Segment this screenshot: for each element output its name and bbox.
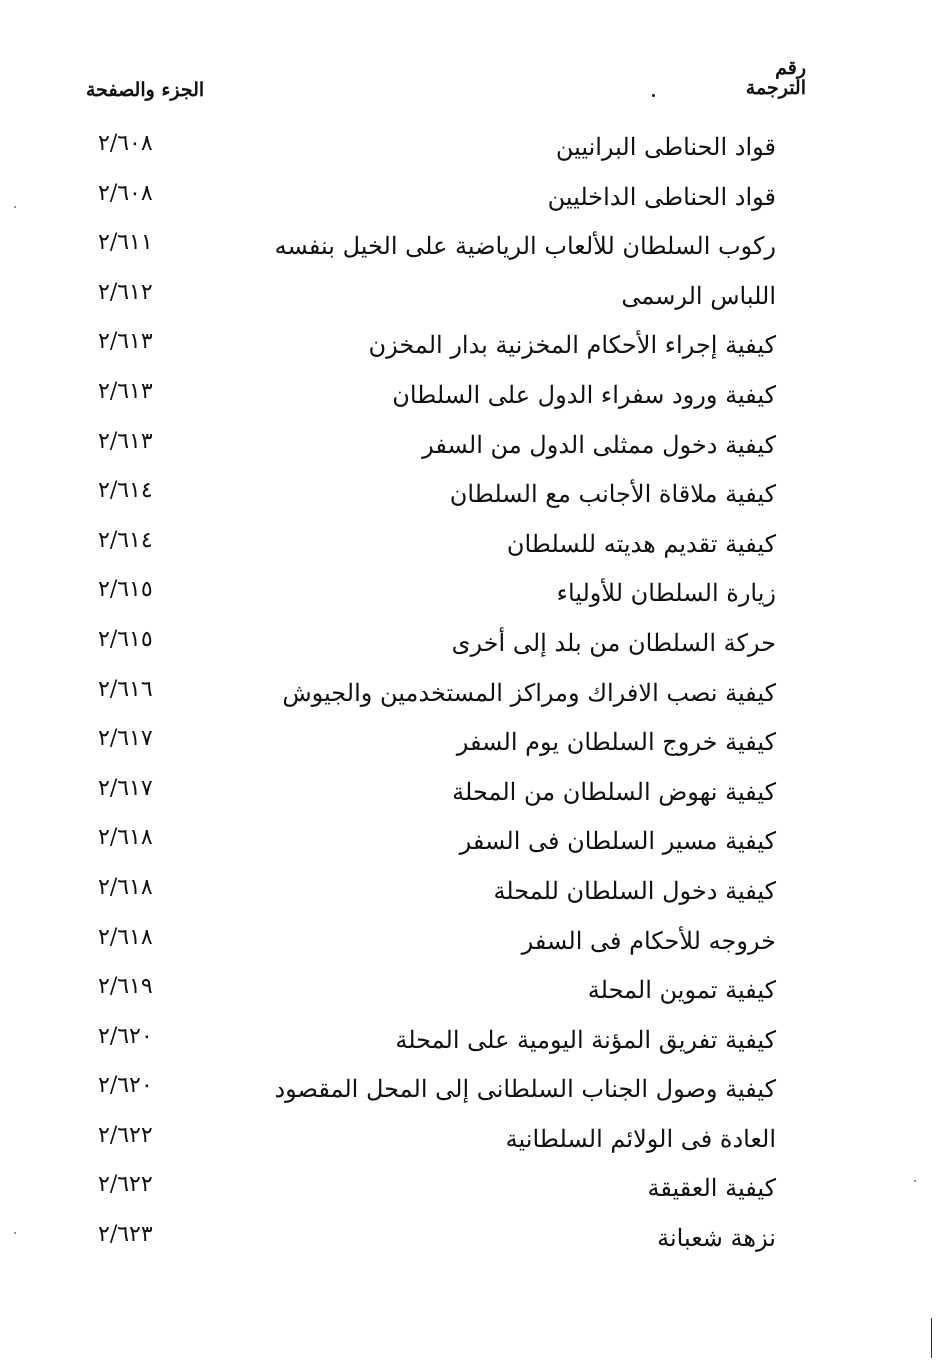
- entry-title: كيفية تفريق المؤنة اليومية على المحلة: [395, 1025, 776, 1054]
- index-entry: [0, 1165, 938, 1215]
- volume-page-header: الجزء والصفحة: [86, 79, 205, 101]
- page-edge-line: [931, 1318, 932, 1358]
- entry-number-header-line2: الترجمة: [745, 77, 806, 99]
- entry-title: كيفية ملاقاة الأجانب مع السلطان: [449, 480, 776, 509]
- entry-number-header: [746, 58, 806, 98]
- entry-volume-page: ٢/٦١٢: [98, 279, 153, 305]
- index-entry: [0, 521, 938, 571]
- entry-volume-page: ٢/٦١٧: [98, 726, 153, 752]
- entry-volume-page: ٢/٦٢٣: [98, 1222, 153, 1248]
- entry-title: كيفية إجراء الأحكام المخزنية بدار المخزن: [368, 331, 776, 360]
- entry-volume-page: ٢/٦٢٢: [98, 1122, 153, 1148]
- entry-title: العادة فى الولائم السلطانية: [505, 1124, 776, 1153]
- paper-speck: [14, 1232, 16, 1234]
- entry-title: كيفية دخول السلطان للمحلة: [493, 876, 776, 905]
- entry-volume-page: ٢/٦١٨: [98, 874, 153, 900]
- index-entry: [0, 223, 938, 273]
- index-entry: [0, 273, 938, 323]
- index-entry: [0, 670, 938, 720]
- entry-title: ركوب السلطان للألعاب الرياضية على الخيل بنفسه: [274, 232, 776, 261]
- entry-title: كيفية مسير السلطان فى السفر: [459, 827, 776, 856]
- index-entry: [0, 769, 938, 819]
- entry-volume-page: ٢/٦١٤: [98, 478, 153, 504]
- entry-title: كيفية تقديم هديته للسلطان: [506, 529, 776, 558]
- index-entry: [0, 620, 938, 670]
- index-entry: [0, 918, 938, 968]
- index-entry: [0, 1215, 938, 1265]
- entry-volume-page: ٢/٦١٣: [98, 329, 153, 355]
- entry-title: كيفية ورود سفراء الدول على السلطان: [392, 380, 776, 409]
- entry-title: كيفية خروج السلطان يوم السفر: [456, 728, 776, 757]
- index-entry: [0, 868, 938, 918]
- entry-volume-page: ٢/٦١٥: [98, 577, 153, 603]
- entry-volume-page: ٢/٦٢٠: [98, 1073, 153, 1099]
- entry-volume-page: ٢/٦١٨: [98, 924, 153, 950]
- entry-title: كيفية دخول ممثلى الدول من السفر: [422, 430, 776, 459]
- index-entry: [0, 322, 938, 372]
- paper-speck: [914, 1180, 916, 1182]
- index-entry: [0, 124, 938, 174]
- index-entry: [0, 719, 938, 769]
- entry-volume-page: ٢/٦١٤: [98, 527, 153, 553]
- entry-title: كيفية العقيقة: [647, 1174, 776, 1203]
- index-entries-list: [0, 124, 938, 1265]
- entry-title: كيفية نهوض السلطان من المحلة: [452, 777, 776, 806]
- entry-volume-page: ٢/٦٢٠: [98, 1023, 153, 1049]
- entry-title: قواد الحناطى البرانيين: [555, 133, 776, 161]
- index-entry: [0, 570, 938, 620]
- entry-volume-page: ٢/٦١٣: [98, 378, 153, 404]
- entry-title: كيفية نصب الافراك ومراكز المستخدمين والجيوش: [282, 678, 776, 707]
- entry-volume-page: ٢/٦١٣: [98, 428, 153, 454]
- header-dot-mark: [652, 94, 655, 97]
- entry-volume-page: ٢/٦١٥: [98, 626, 153, 652]
- entry-volume-page: ٢/٦١٨: [98, 825, 153, 851]
- entry-volume-page: ٢/٦١٦: [98, 676, 153, 702]
- entry-volume-page: ٢/٦١٧: [98, 775, 153, 801]
- index-entry: [0, 967, 938, 1017]
- entry-title: كيفية تموين المحلة: [587, 976, 776, 1005]
- entry-title: خروجه للأحكام فى السفر: [521, 926, 776, 955]
- entry-title: اللباس الرسمى: [621, 281, 776, 310]
- index-entry: [0, 174, 938, 224]
- entry-title: نزهة شعبانة: [657, 1224, 776, 1253]
- entry-title: زيارة السلطان للأولياء: [556, 579, 776, 608]
- paper-speck: [14, 206, 16, 208]
- entry-number-header-line1: رقم: [775, 57, 806, 79]
- entry-title: كيفية وصول الجناب السلطانى إلى المحل المقصود: [274, 1075, 776, 1104]
- entry-title: حركة السلطان من بلد إلى أخرى: [451, 628, 776, 657]
- entry-title: قواد الحناطى الداخليين: [547, 182, 776, 211]
- entry-volume-page: ٢/٦٠٨: [98, 180, 153, 206]
- index-entry: [0, 471, 938, 521]
- index-entry: [0, 1066, 938, 1116]
- index-entry: [0, 1116, 938, 1166]
- entry-volume-page: ٢/٦١١: [98, 230, 153, 256]
- index-entry: [0, 818, 938, 868]
- index-entry: [0, 422, 938, 472]
- entry-volume-page: ٢/٦١٩: [98, 974, 153, 1000]
- index-entry: [0, 372, 938, 422]
- entry-volume-page: ٢/٦٢٢: [98, 1172, 153, 1198]
- index-entry: [0, 1017, 938, 1067]
- entry-volume-page: ٢/٦٠٨: [98, 131, 153, 156]
